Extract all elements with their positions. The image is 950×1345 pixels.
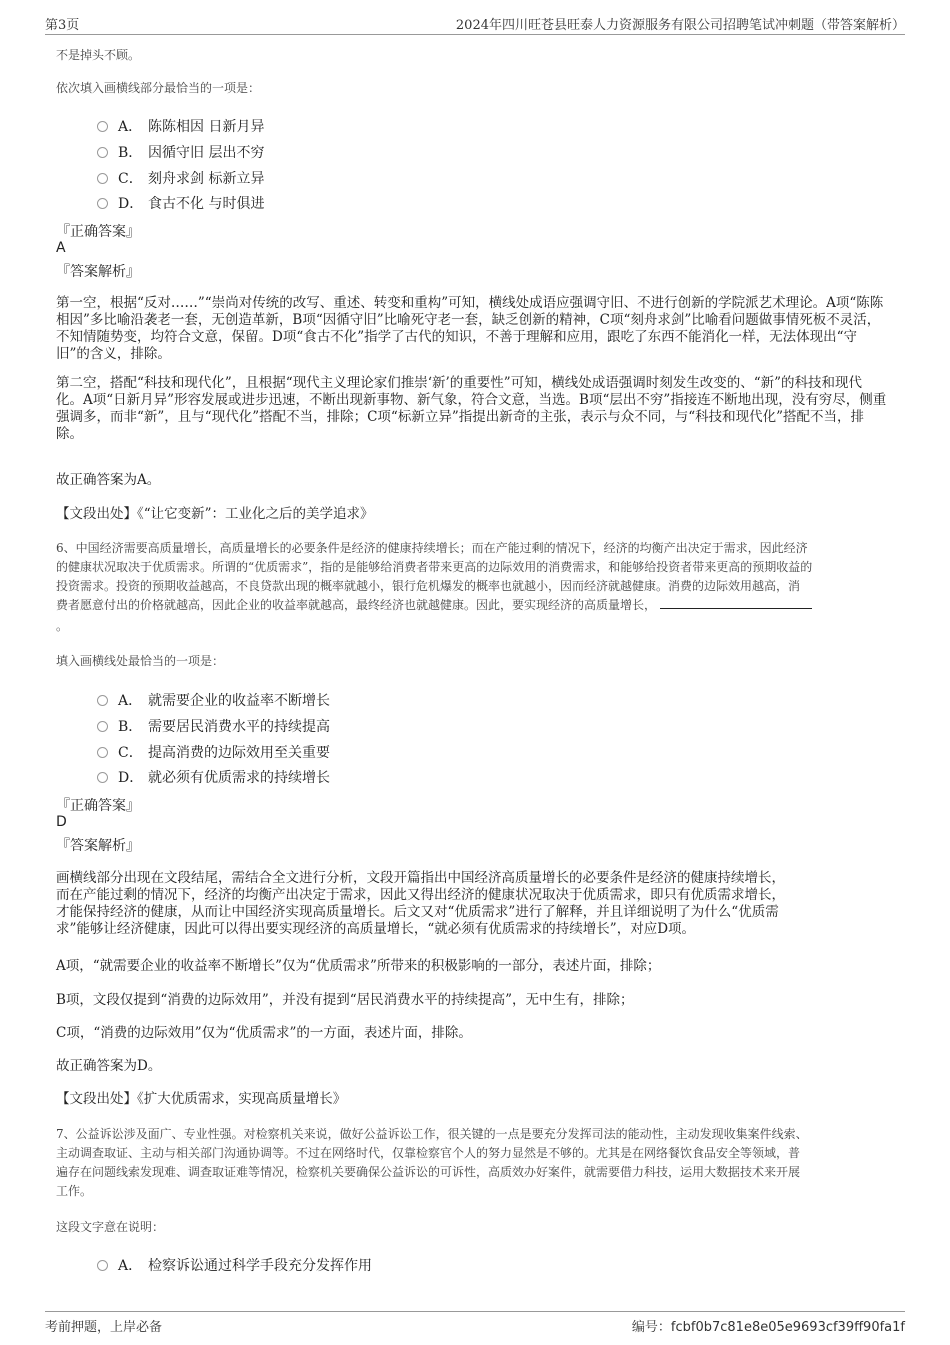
radio-icon[interactable] <box>97 772 108 783</box>
q5-analysis-para-2: 第二空，搭配“科技和现代化”，且根据“现代主义理论家们推崇‘新’的重要性”可知，横线处成语强调时刻发生改变的、“新”的科技和现代化。A项“日新月异”形容发展或进步迅速，不断出现新事物、新气象，符合文意，当选。B项“层出不穷”指接连不断地出现，没有穷尽，侧重强调多，而非“新”，且与“现代化”搭配不当，排除；C项“标新立异”指提出新奇的主张，表示与众不同，与“科技和现代化”搭配不当，排除。 <box>56 375 887 442</box>
q6-analysis-label: 『答案解析』 <box>56 838 140 854</box>
q5-stem-tail: 不是掉头不顾。 <box>56 48 141 62</box>
q6-answer: D <box>56 814 67 830</box>
q5-conclusion: 故正确答案为A。 <box>56 472 161 488</box>
page-footer <box>45 1311 905 1336</box>
q5-option-a[interactable]: A． 陈陈相因 日新月异 <box>97 116 264 136</box>
q6-option-d[interactable]: D． 就必须有优质需求的持续增长 <box>97 767 330 787</box>
q5-answer-label: 『正确答案』 <box>56 224 140 240</box>
q6-analysis-line-4: 求”能够让经济健康，因此可以得出要实现经济的高质量增长，“就必须有优质需求的持续增长”，对应D项。 <box>56 921 696 937</box>
q6-analysis-line-3: 才能保持经济的健康，从而让中国经济实现高质量增长。后文又对“优质需求”进行了解释，并且详细说明了为什么“优质需 <box>56 904 779 920</box>
q5-source: 【文段出处】《“让它变新”：工业化之后的美学追求》 <box>56 506 374 522</box>
q6-conclusion: 故正确答案为D。 <box>56 1058 162 1074</box>
q7-stem-line-1: 7、公益诉讼涉及面广、专业性强。对检察机关来说，做好公益诉讼工作，很关键的一点是要充分发挥司法的能动性，主动发现收集案件线索、 <box>56 1127 808 1141</box>
q7-prompt: 这段文字意在说明： <box>56 1220 165 1234</box>
q7-option-a[interactable]: A． 检察诉讼通过科学手段充分发挥作用 <box>97 1255 372 1275</box>
q5-prompt: 依次填入画横线部分最恰当的一项是： <box>56 81 261 95</box>
q6-option-a[interactable]: A． 就需要企业的收益率不断增长 <box>97 690 330 710</box>
q6-stem-end: 。 <box>56 619 69 633</box>
radio-icon[interactable] <box>97 1260 108 1271</box>
q5-answer: A <box>56 240 66 256</box>
radio-icon[interactable] <box>97 173 108 184</box>
footer-slogan: 考前押题，上岸必备 <box>45 1320 163 1335</box>
q6-stem-line-3: 投资需求。投资的预期收益越高，不良贷款出现的概率就越小，银行危机爆发的概率也就越小，因而经济就越健康。消费的边际效用越高，消 <box>56 579 801 593</box>
q6-stem-line-2: 的健康状况取决于优质需求。所谓的“优质需求”，指的是能够给消费者带来更高的边际效用的消费需求，和能够给投资者带来更高的预期收益的 <box>56 560 813 574</box>
q6-answer-label: 『正确答案』 <box>56 798 140 814</box>
q6-analysis-line-1: 画横线部分出现在文段结尾，需结合全文进行分析，文段开篇指出中国经济高质量增长的必要条件是经济的健康持续增长， <box>56 870 785 886</box>
answer-blank <box>660 596 812 609</box>
q5-analysis-label: 『答案解析』 <box>56 264 140 280</box>
q6-analysis-a: A项，“就需要企业的收益率不断增长”仅为“优质需求”所带来的积极影响的一部分，表述片面，排除； <box>56 958 661 974</box>
q6-analysis-b: B项，文段仅提到“消费的边际效用”，并没有提到“居民消费水平的持续提高”，无中生有，排除； <box>56 992 634 1008</box>
q7-stem-line-2: 主动调查取证、主动与相关部门沟通协调等。不过在网络时代，仅靠检察官个人的努力显然是不够的。尤其是在网络餐饮食品安全等领域，普 <box>56 1146 801 1160</box>
q6-option-c[interactable]: C． 提高消费的边际效用至关重要 <box>97 742 330 762</box>
radio-icon[interactable] <box>97 198 108 209</box>
page-number: 第3页 <box>45 18 80 33</box>
q7-stem-line-3: 遍存在问题线索发现难、调查取证难等情况，检察机关要确保公益诉讼的可诉性，高质效办好案件，就需要借力科技，运用大数据技术来开展 <box>56 1165 801 1179</box>
q6-analysis-line-2: 而在产能过剩的情况下，经济的均衡产出决定于需求，因此又得出经济的健康状况取决于优质需求，即只有优质需求增长， <box>56 887 785 903</box>
q5-analysis-para-1: 第一空，根据“反对……”“崇尚对传统的改写、重述、转变和重构”可知，横线处成语应强调守旧、不进行创新的学院派艺术理论。A项“陈陈相因”多比喻沿袭老一套，无创造革新，B项“因循守旧”比喻死守老一套，缺乏创新的精神，C项“刻舟求剑”比喻看问题做事情死板不灵活，不知情随势变，均符合文意，保留。D项“食古不化”指学了古代的知识，不善于理解和应用，跟吃了东西不能消化一样，无法体现出“守旧”的含义，排除。 <box>56 295 884 362</box>
document-title: 2024年四川旺苍县旺泰人力资源服务有限公司招聘笔试冲刺题（带答案解析） <box>455 18 905 33</box>
q6-prompt: 填入画横线处最恰当的一项是： <box>56 654 225 668</box>
radio-icon[interactable] <box>97 695 108 706</box>
q5-option-b[interactable]: B． 因循守旧 层出不穷 <box>97 142 264 162</box>
q5-option-c[interactable]: C． 刻舟求剑 标新立异 <box>97 168 264 188</box>
q6-stem-line-1: 6、中国经济需要高质量增长，高质量增长的必要条件是经济的健康持续增长；而在产能过剩的情况下，经济的均衡产出决定于需求，因此经济 <box>56 541 808 555</box>
q6-stem-line-4: 费者愿意付出的价格就越高，因此企业的收益率就越高，最终经济也就越健康。因此，要实现经济的高质量增长， <box>56 596 812 615</box>
radio-icon[interactable] <box>97 147 108 158</box>
q5-option-d[interactable]: D． 食古不化 与时俱进 <box>97 193 264 213</box>
page-header <box>45 12 905 35</box>
radio-icon[interactable] <box>97 747 108 758</box>
q6-option-b[interactable]: B． 需要居民消费水平的持续提高 <box>97 716 330 736</box>
radio-icon[interactable] <box>97 721 108 732</box>
q6-source: 【文段出处】《扩大优质需求，实现高质量增长》 <box>56 1091 347 1107</box>
q7-stem-line-4: 工作。 <box>56 1184 93 1198</box>
radio-icon[interactable] <box>97 121 108 132</box>
q6-analysis-c: C项，“消费的边际效用”仅为“优质需求”的一方面，表述片面，排除。 <box>56 1025 472 1041</box>
document-id: 编号：fcbf0b7c81e8e05e9693cf39ff90fa1f <box>631 1320 905 1335</box>
